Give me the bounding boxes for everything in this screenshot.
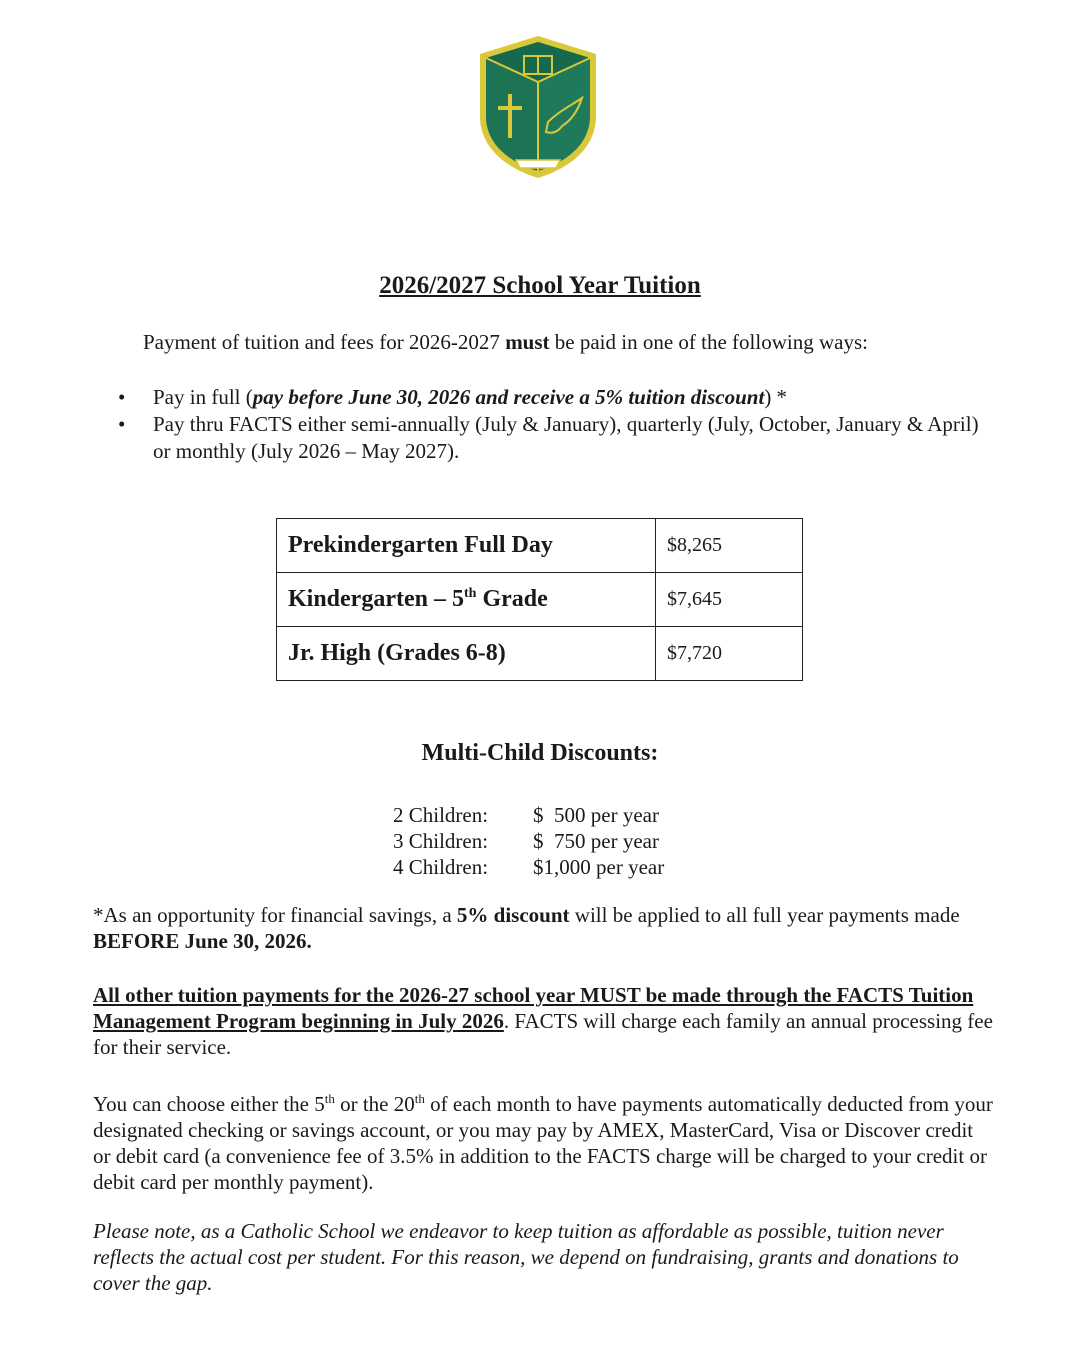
- multi-child-list: [393, 802, 664, 880]
- closing-note: Please note, as a Catholic School we endeavor to keep tuition as affordable as possible, tuition never reflects the actual cost per student. For this reason, we depend on fundraising, grants and donations to cover the gap.: [93, 1219, 959, 1295]
- multi-child-title: Multi-Child Discounts:: [421, 740, 659, 766]
- intro-text: Payment of tuition and fees for 2026-2027 must be paid in one of the following ways:: [143, 330, 868, 354]
- table-row: [277, 519, 803, 573]
- page-title: 2026/2027 School Year Tuition: [379, 272, 701, 299]
- list-item: • Pay thru FACTS either semi-annually (July & January), quarterly (July, October, January & April) or monthly (July 2026 – May 2027).: [118, 412, 979, 463]
- payment-paragraph: You can choose either the 5th or the 20th of each month to have payments automatically deducted from your designated checking or savings account, or you may pay by AMEX, MasterCard, Visa or Discover credit or debit card (a convenience fee of 3.5% in addition to the FACTS charge will be charged to your credit or debit card per monthly payment).: [93, 1091, 993, 1194]
- program-cell: Prekindergarten Full Day: [277, 519, 656, 573]
- price-cell: $7,645: [656, 573, 803, 627]
- list-item: 4 Children: $1,000 per year: [393, 855, 665, 879]
- facts-paragraph: All other tuition payments for the 2026-27 school year MUST be made through the FACTS Tuition Management Program beginning in July 2026. FACTS will charge each family an annual processing fee for their service.: [93, 983, 993, 1059]
- discount-note: *As an opportunity for financial savings, a 5% discount will be applied to all full year payments made BEFORE June 30, 2026.: [93, 903, 960, 953]
- table-row: [277, 627, 803, 681]
- list-item: • Pay in full (pay before June 30, 2026 and receive a 5% tuition discount) *: [118, 385, 788, 409]
- school-crest-logo: [474, 32, 602, 182]
- payment-options-list: [110, 384, 990, 465]
- table-row: [277, 573, 803, 627]
- price-cell: $7,720: [656, 627, 803, 681]
- program-cell: Kindergarten – 5th Grade: [277, 573, 656, 627]
- price-cell: $8,265: [656, 519, 803, 573]
- list-item: 2 Children: $ 500 per year: [393, 803, 659, 827]
- tuition-table: [276, 518, 803, 681]
- list-item: 3 Children: $ 750 per year: [393, 829, 659, 853]
- program-cell: Jr. High (Grades 6-8): [277, 627, 656, 681]
